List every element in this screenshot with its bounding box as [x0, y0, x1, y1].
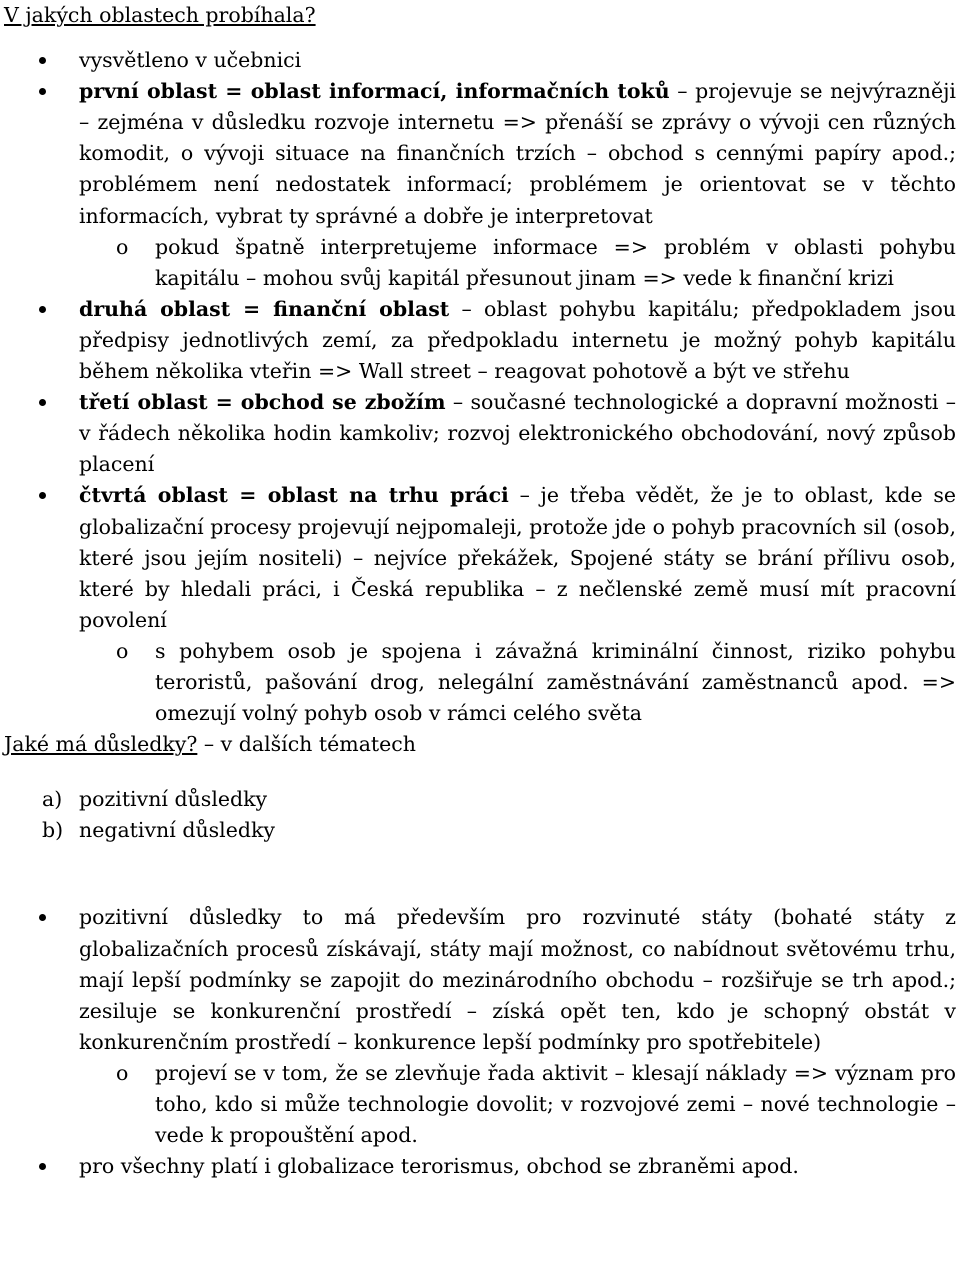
list-item — [4, 902, 956, 1151]
item-text: pozitivní důsledky to má především pro rozvinuté státy (bohaté státy z globalizačních procesů získávají, státy mají možnost, co nabídnout světovému trhu, mají lepší podmínky se zapojit do mezinárodního obchodu – rozšiřuje se trh apod.; zesiluje se konkurenční prostředí – získá opět ten, kdo je schopný obstát v konkurenčním prostředí – konkurence lepší podmínky pro spotřebitele) — [79, 905, 956, 1054]
spacer — [4, 31, 956, 45]
heading-note: – v dalších tématech — [197, 732, 416, 757]
list-item — [4, 1151, 956, 1182]
list-item — [4, 480, 956, 729]
item-text: pro všechny platí i globalizace terorismus, obchod se zbraněmi apod. — [79, 1154, 799, 1179]
item-text: vysvětleno v učebnici — [79, 48, 302, 73]
alpha-list-item — [4, 784, 956, 815]
effects-bullet-list — [4, 902, 956, 1182]
item-text: – oblast pohybu kapitálu; předpokladem jsou předpisy jednotlivých zemí, za předpokladu internetu je možný pohyb kapitálu během několika vteřin => Wall street – reagovat pohotově a být ve střehu — [79, 296, 956, 384]
item-bold-term: první oblast = oblast informací, informačních toků — [79, 79, 670, 104]
item-text: – projevuje se nejvýrazněji – zejména v důsledku rozvoje internetu => přenáší se zprávy o vývoji cen různých komodit, o vývoji situace na finančních trzích – obchod s cennými papíry apod.; problémem není nedostatek informací; problémem je orientovat se v těchto informacích, vybrat ty správné a dobře je interpretovat — [79, 79, 956, 228]
item-text: s pohybem osob je spojena i závažná kriminální činnost, riziko pohybu teroristů, pašování drog, nelegální zaměstnávání zaměstnanců apod. => omezují volný pohyb osob v rámci celého světa — [155, 638, 956, 726]
spacer — [4, 846, 956, 902]
sub-list — [79, 232, 956, 294]
item-text: projeví se v tom, že se zlevňuje řada aktivit – klesají náklady => význam pro toho, kdo si může technologie dovolit; v rozvojové zemi – nové technologie – vede k propouštění apod. — [155, 1060, 956, 1148]
item-text: negativní důsledky — [79, 818, 275, 843]
consequences-heading-line — [4, 729, 956, 760]
spacer — [4, 760, 956, 784]
list-item — [4, 76, 956, 294]
sub-list-item — [79, 1058, 956, 1151]
consequences-alpha-list — [4, 784, 956, 846]
list-item — [4, 294, 956, 387]
item-text: pozitivní důsledky — [79, 787, 268, 812]
alpha-marker: b) — [42, 818, 64, 843]
list-item — [4, 45, 956, 76]
item-text: – je třeba vědět, že je to oblast, kde se globalizační procesy projevují nejpomaleji, protože jde o pohyb pracovních sil (osob, které jsou jejím nositeli) – nejvíce překážek, Spojené státy se brání přílivu osob, které by hledali práci, i Česká republika – z nečlenské země musí mít pracovní povolení — [79, 483, 956, 632]
item-text: pokud špatně interpretujeme informace => problém v oblasti pohybu kapitálu – mohou svůj kapitál přesunout jinam => vede k finanční krizi — [155, 234, 956, 290]
list-item — [4, 387, 956, 480]
sub-list-item — [79, 636, 956, 729]
areas-bullet-list — [4, 45, 956, 729]
item-bold-term: druhá oblast = finanční oblast — [79, 296, 450, 321]
alpha-list-item — [4, 815, 956, 846]
section-heading-areas: V jakých oblastech probíhala? — [4, 3, 316, 27]
item-text: – současné technologické a dopravní možnosti – v řádech několika hodin kamkoliv; rozvoj elektronického obchodování, nový způsob placení — [79, 390, 957, 477]
sub-list — [79, 1058, 956, 1151]
sub-list — [79, 636, 956, 729]
item-bold-term: třetí oblast = obchod se zbožím — [79, 390, 446, 415]
section-heading-consequences: Jaké má důsledky? — [4, 732, 198, 757]
alpha-marker: a) — [42, 787, 63, 812]
item-bold-term: čtvrtá oblast = oblast na trhu práci — [79, 483, 509, 508]
sub-list-item — [79, 232, 956, 294]
